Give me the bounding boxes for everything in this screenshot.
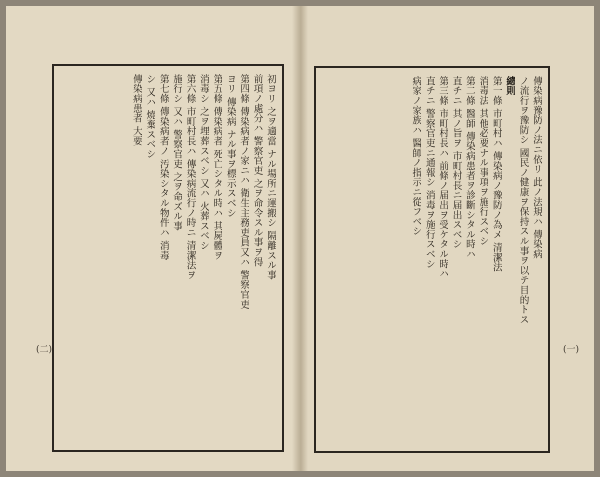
text-column: ノ流行ヲ豫防シ 國民ノ健康ヲ保持スル事ヲ以テ目的トス [517, 76, 529, 325]
right-page [300, 6, 594, 471]
text-column: 病家ノ家族ハ 醫師ノ指示ニ從フベシ [410, 76, 422, 237]
left-page [6, 6, 300, 471]
text-column: 傳染病豫防ノ法ニ依リ 此ノ法規ハ 傳染病 [531, 76, 542, 259]
text-column: 第四條 傳染病者ノ家ニハ 衛生主務吏員又ハ 警察官吏 [238, 74, 250, 310]
text-column: 總則 [504, 76, 516, 96]
text-column: 直チニ 警察官吏ニ通報シ 消毒ヲ施行スベシ [423, 76, 435, 269]
text-column: 消毒法 其他必要ナル事項ヲ施行スベシ [477, 76, 489, 246]
left-columns [60, 74, 276, 442]
text-column: 前項ノ處分ハ 警察官吏 之ヲ命令スル事ヲ得 [251, 74, 263, 267]
text-column: シ 又ハ 燒棄スベシ [144, 74, 156, 159]
book-gutter [292, 6, 308, 471]
text-column: 第五條 傳染病者 死亡シタル時ハ 其屍體ヲ [211, 74, 223, 261]
right-text-frame [314, 66, 550, 453]
text-column: 初ヨリ 之ヲ適當 ナル場所ニ運搬シ 隔離スル事 [265, 74, 276, 280]
text-column: 第二條 醫師 傳染病患者ヲ診斷シタル時ハ [463, 76, 475, 259]
text-column: 消毒シ 之ヲ埋葬スベシ 又ハ 火葬スベシ [197, 74, 209, 251]
text-column: 第三條 市町村長ハ 前條ノ届出ヲ受ケタル時ハ [437, 76, 449, 279]
left-text-frame [52, 64, 284, 452]
right-page-number: (一) [563, 345, 580, 355]
text-column: ヨリ 傳染病 ナル事ヲ標示スベシ [224, 74, 236, 218]
text-column: 第六條 市町村長ハ 傳染病流行ノ時ニ 清潔法ヲ [184, 74, 196, 280]
right-columns [322, 76, 542, 443]
text-column: 傳染病患者 大要 [130, 74, 142, 146]
left-page-number: (二) [36, 345, 53, 355]
text-column: 第一條 市町村ハ 傳染病ノ豫防ノ為メ 清潔法 [490, 76, 502, 272]
book-spread [6, 6, 594, 471]
text-column: 直チニ 其ノ旨ヲ 市町村長ニ届出スベシ [450, 76, 462, 250]
text-column: 第七條 傳染病者ノ 汚染シタル物件ハ 消毒 [157, 74, 169, 261]
text-column: 施行シ 又ハ 警察官吏 之ヲ命ズル事 [171, 74, 183, 231]
